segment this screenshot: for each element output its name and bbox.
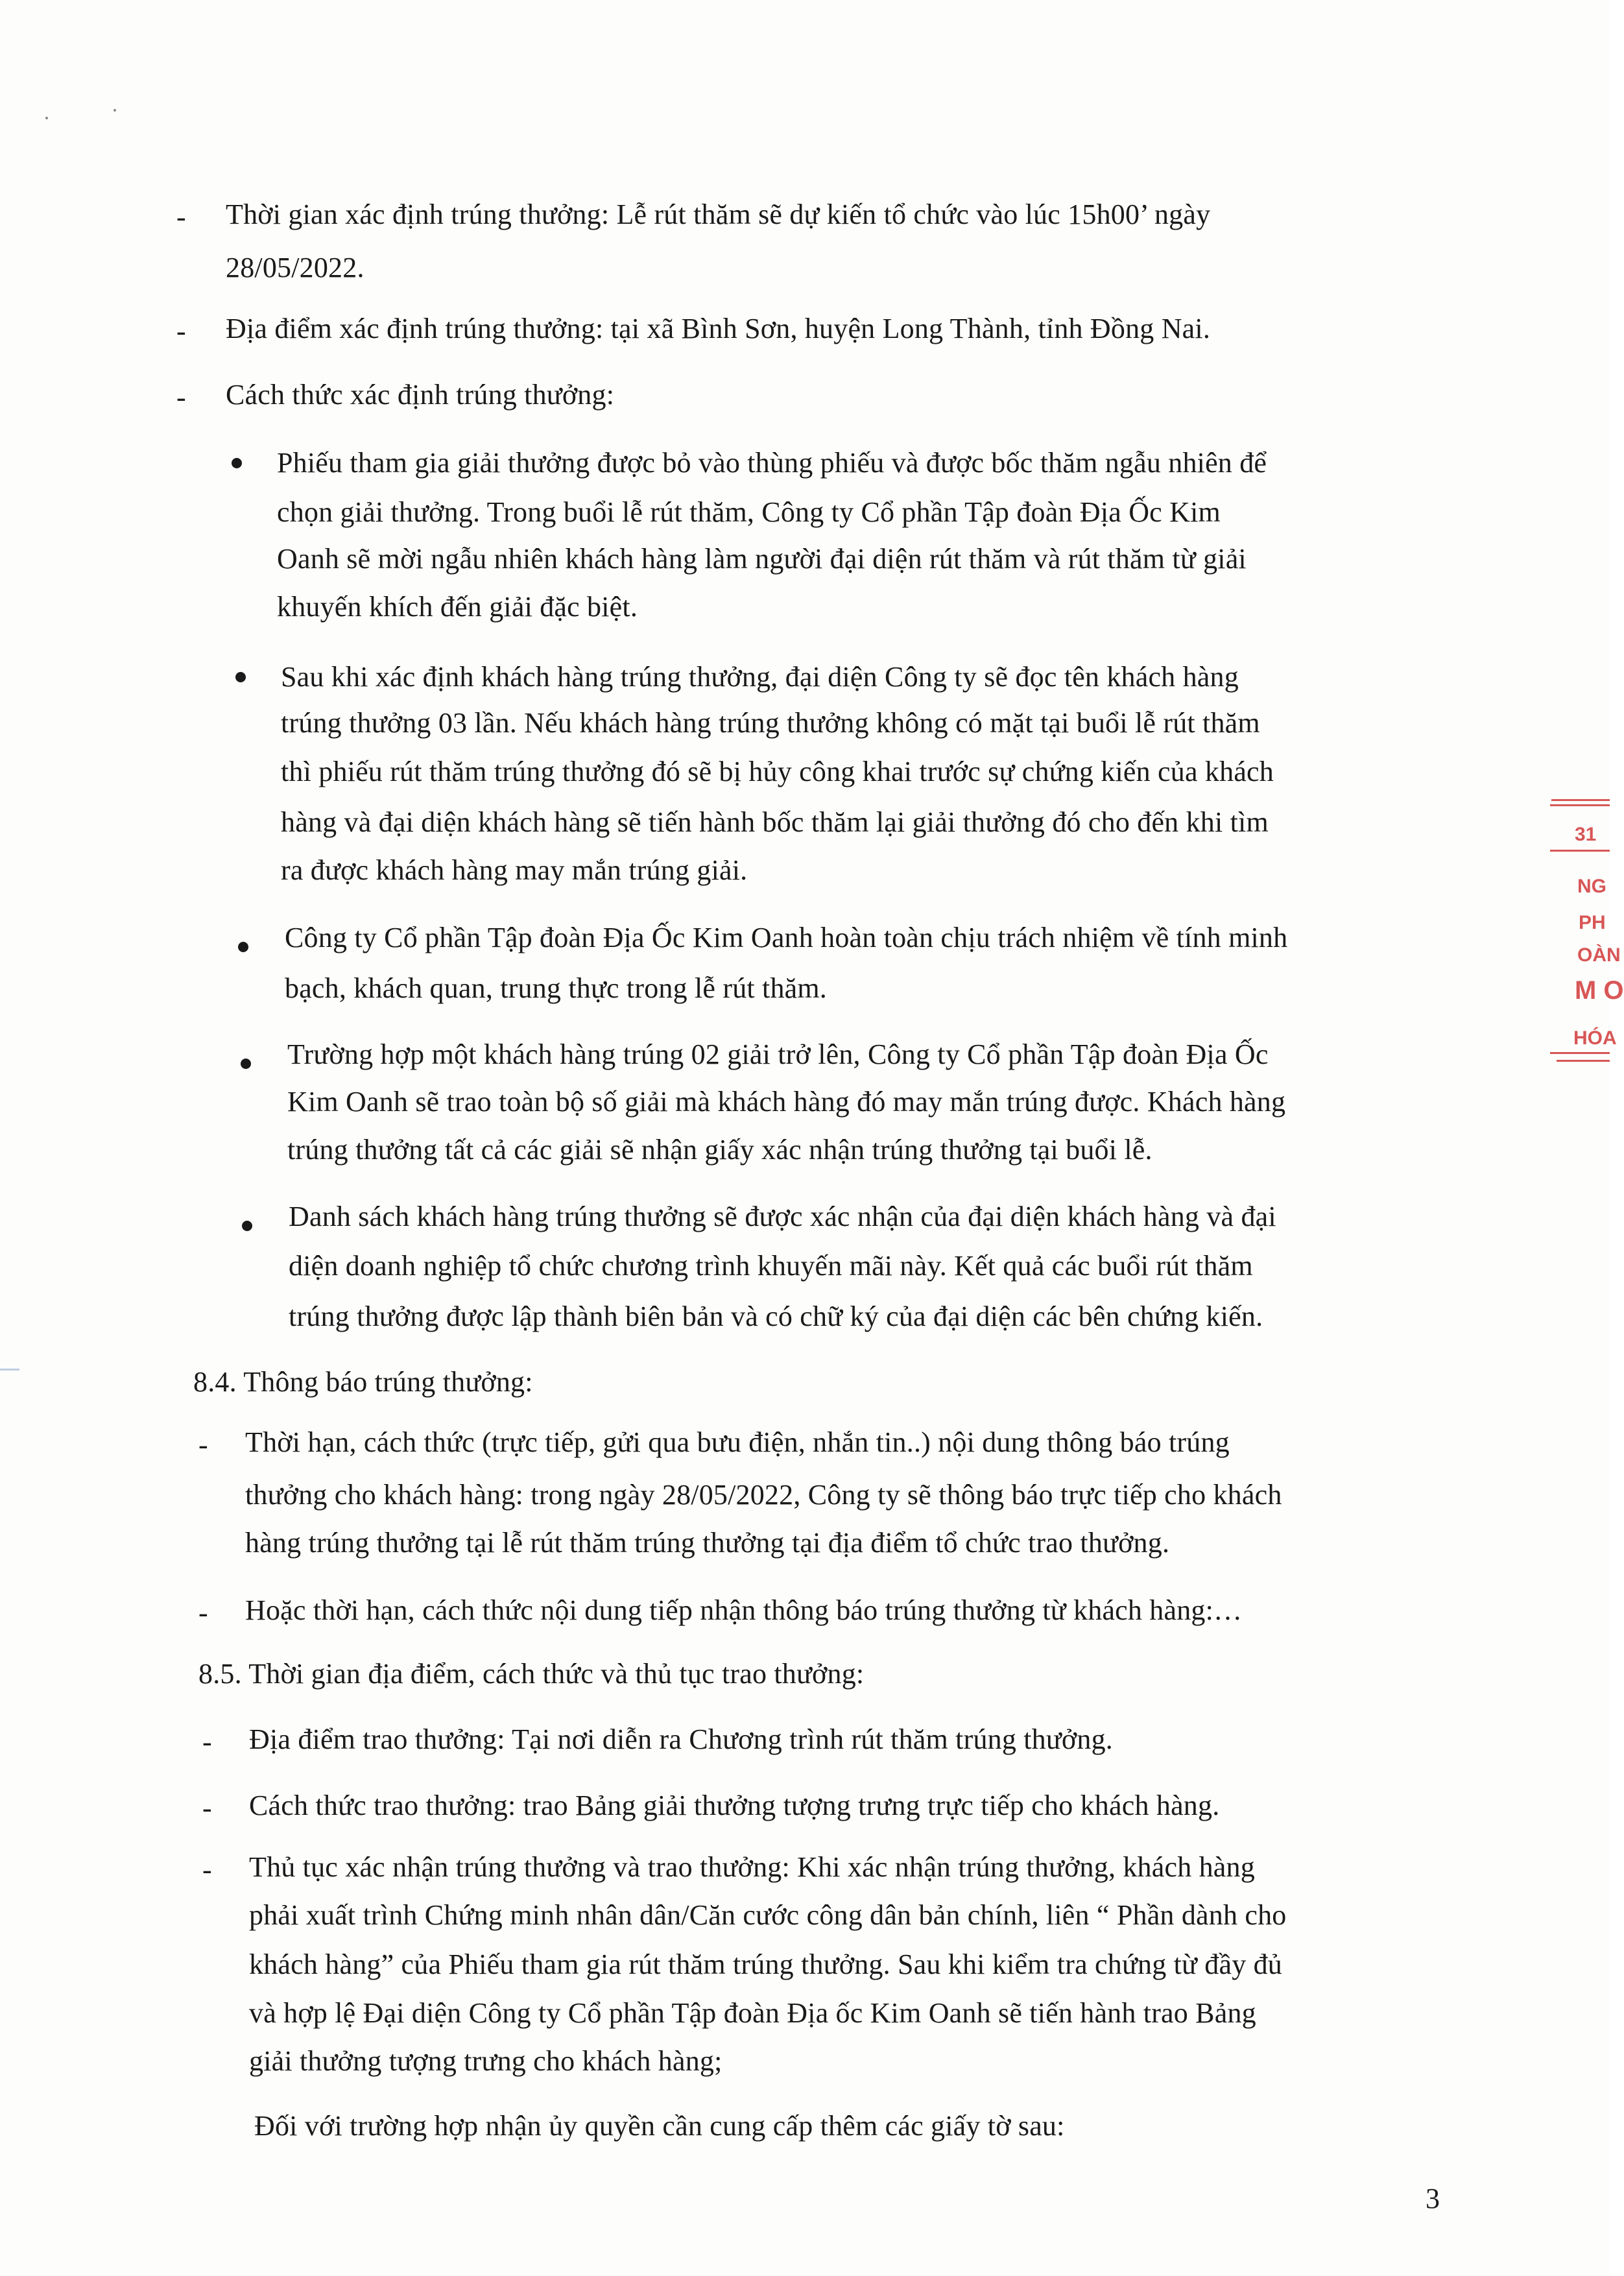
text-line: Trường hợp một khách hàng trúng 02 giải trở lên, Công ty Cổ phần Tập đoàn Địa Ốc [287, 1038, 1269, 1070]
seal-text: HÓA [1573, 1027, 1617, 1049]
dash-marker: - [202, 1792, 212, 1824]
text-line: giải thưởng tượng trưng cho khách hàng; [249, 2045, 722, 2077]
bullet-icon [241, 1059, 251, 1069]
scan-edge-mark [0, 1369, 19, 1371]
text-line: Thủ tục xác nhận trúng thưởng và trao thưởng: Khi xác nhận trúng thưởng, khách hàng [249, 1851, 1255, 1883]
dash-marker: - [202, 1854, 212, 1886]
text-line: Danh sách khách hàng trúng thưởng sẽ được xác nhận của đại diện khách hàng và đại [289, 1201, 1276, 1232]
text-line: Thời hạn, cách thức (trực tiếp, gửi qua bưu điện, nhắn tin..) nội dung thông báo trúng [245, 1426, 1230, 1458]
seal-ring [1550, 850, 1610, 852]
dash-marker: - [176, 315, 186, 347]
dash-marker: - [202, 1726, 212, 1758]
seal-text: OÀN [1577, 944, 1621, 966]
section-heading: 8.5. Thời gian địa điểm, cách thức và thủ tục trao thưởng: [198, 1658, 865, 1690]
dash-marker: - [176, 201, 186, 233]
page-number: 3 [1426, 2183, 1440, 2214]
text-line: hàng trúng thưởng tại lễ rút thăm trúng thưởng tại địa điểm tổ chức trao thưởng. [245, 1527, 1170, 1559]
text-line: Địa điểm trao thưởng: Tại nơi diễn ra Chương trình rút thăm trúng thưởng. [249, 1723, 1113, 1755]
text-line: Cách thức xác định trúng thưởng: [226, 379, 615, 411]
text-line: Đối với trường hợp nhận ủy quyền cần cung cấp thêm các giấy tờ sau: [254, 2110, 1065, 2142]
text-line: thưởng cho khách hàng: trong ngày 28/05/2022, Công ty sẽ thông báo trực tiếp cho khách [245, 1479, 1282, 1511]
company-seal [1550, 791, 1624, 1090]
text-line: Địa điểm xác định trúng thưởng: tại xã Bình Sơn, huyện Long Thành, tỉnh Đồng Nai. [226, 313, 1211, 344]
dash-marker: - [198, 1597, 208, 1629]
seal-ring [1551, 799, 1610, 801]
text-line: trúng thưởng 03 lần. Nếu khách hàng trúng thưởng không có mặt tại buổi lễ rút thăm [281, 707, 1260, 739]
dash-marker: - [198, 1429, 208, 1461]
text-line: hàng và đại diện khách hàng sẽ tiến hành bốc thăm lại giải thưởng đó cho đến khi tìm [281, 806, 1269, 838]
text-line: Thời gian xác định trúng thưởng: Lễ rút thăm sẽ dự kiến tổ chức vào lúc 15h00’ ngày [226, 198, 1211, 230]
bullet-icon [235, 672, 246, 682]
text-line: Oanh sẽ mời ngẫu nhiên khách hàng làm người đại diện rút thăm và rút thăm từ giải [277, 543, 1247, 575]
text-line: trúng thưởng tất cả các giải sẽ nhận giấy xác nhận trúng thưởng tại buổi lễ. [287, 1134, 1152, 1166]
bullet-icon [242, 1221, 252, 1231]
seal-text: NG [1577, 876, 1606, 897]
bullet-icon [238, 942, 248, 952]
text-line: khách hàng” của Phiếu tham gia rút thăm trúng thưởng. Sau khi kiểm tra chứng từ đầy đủ [249, 1948, 1282, 1980]
scan-speck [113, 109, 116, 112]
text-line: diện doanh nghiệp tổ chức chương trình khuyến mãi này. Kết quả các buổi rút thăm [289, 1250, 1253, 1282]
text-line: và hợp lệ Đại diện Công ty Cổ phần Tập đoàn Địa ốc Kim Oanh sẽ tiến hành trao Bảng [249, 1997, 1256, 2029]
dash-marker: - [176, 381, 186, 413]
seal-text: M O [1575, 976, 1624, 1005]
text-line: Sau khi xác định khách hàng trúng thưởng, đại diện Công ty sẽ đọc tên khách hàng [281, 661, 1239, 693]
seal-ring [1550, 804, 1610, 806]
text-line: ra được khách hàng may mắn trúng giải. [281, 854, 748, 886]
text-line: Hoặc thời hạn, cách thức nội dung tiếp nhận thông báo trúng thưởng từ khách hàng:… [245, 1594, 1243, 1626]
text-line: Công ty Cổ phần Tập đoàn Địa Ốc Kim Oanh hoàn toàn chịu trách nhiệm về tính minh [285, 922, 1288, 953]
text-line: chọn giải thưởng. Trong buổi lễ rút thăm, Công ty Cổ phần Tập đoàn Địa Ốc Kim [277, 496, 1221, 528]
text-line: Kim Oanh sẽ trao toàn bộ số giải mà khách hàng đó may mắn trúng được. Khách hàng [287, 1086, 1286, 1118]
bullet-icon [232, 458, 242, 468]
seal-text: PH [1579, 912, 1606, 933]
section-heading: 8.4. Thông báo trúng thưởng: [193, 1366, 533, 1398]
text-line: Phiếu tham gia giải thưởng được bỏ vào thùng phiếu và được bốc thăm ngẫu nhiên để [277, 447, 1267, 479]
text-line: 28/05/2022. [226, 252, 364, 283]
text-line: khuyến khích đến giải đặc biệt. [277, 591, 638, 623]
text-line: phải xuất trình Chứng minh nhân dân/Căn cước công dân bản chính, liên “ Phần dành cho [249, 1899, 1287, 1931]
text-line: thì phiếu rút thăm trúng thưởng đó sẽ bị hủy công khai trước sự chứng kiến của khách [281, 756, 1274, 787]
text-line: bạch, khách quan, trung thực trong lễ rút thăm. [285, 972, 828, 1004]
seal-ring [1557, 1060, 1610, 1062]
seal-text: 31 [1575, 824, 1597, 845]
text-line: Cách thức trao thưởng: trao Bảng giải thưởng tượng trưng trực tiếp cho khách hàng. [249, 1790, 1220, 1821]
scan-speck [45, 117, 48, 119]
text-line: trúng thưởng được lập thành biên bản và có chữ ký của đại diện các bên chứng kiến. [289, 1300, 1263, 1332]
seal-ring [1550, 1052, 1610, 1054]
